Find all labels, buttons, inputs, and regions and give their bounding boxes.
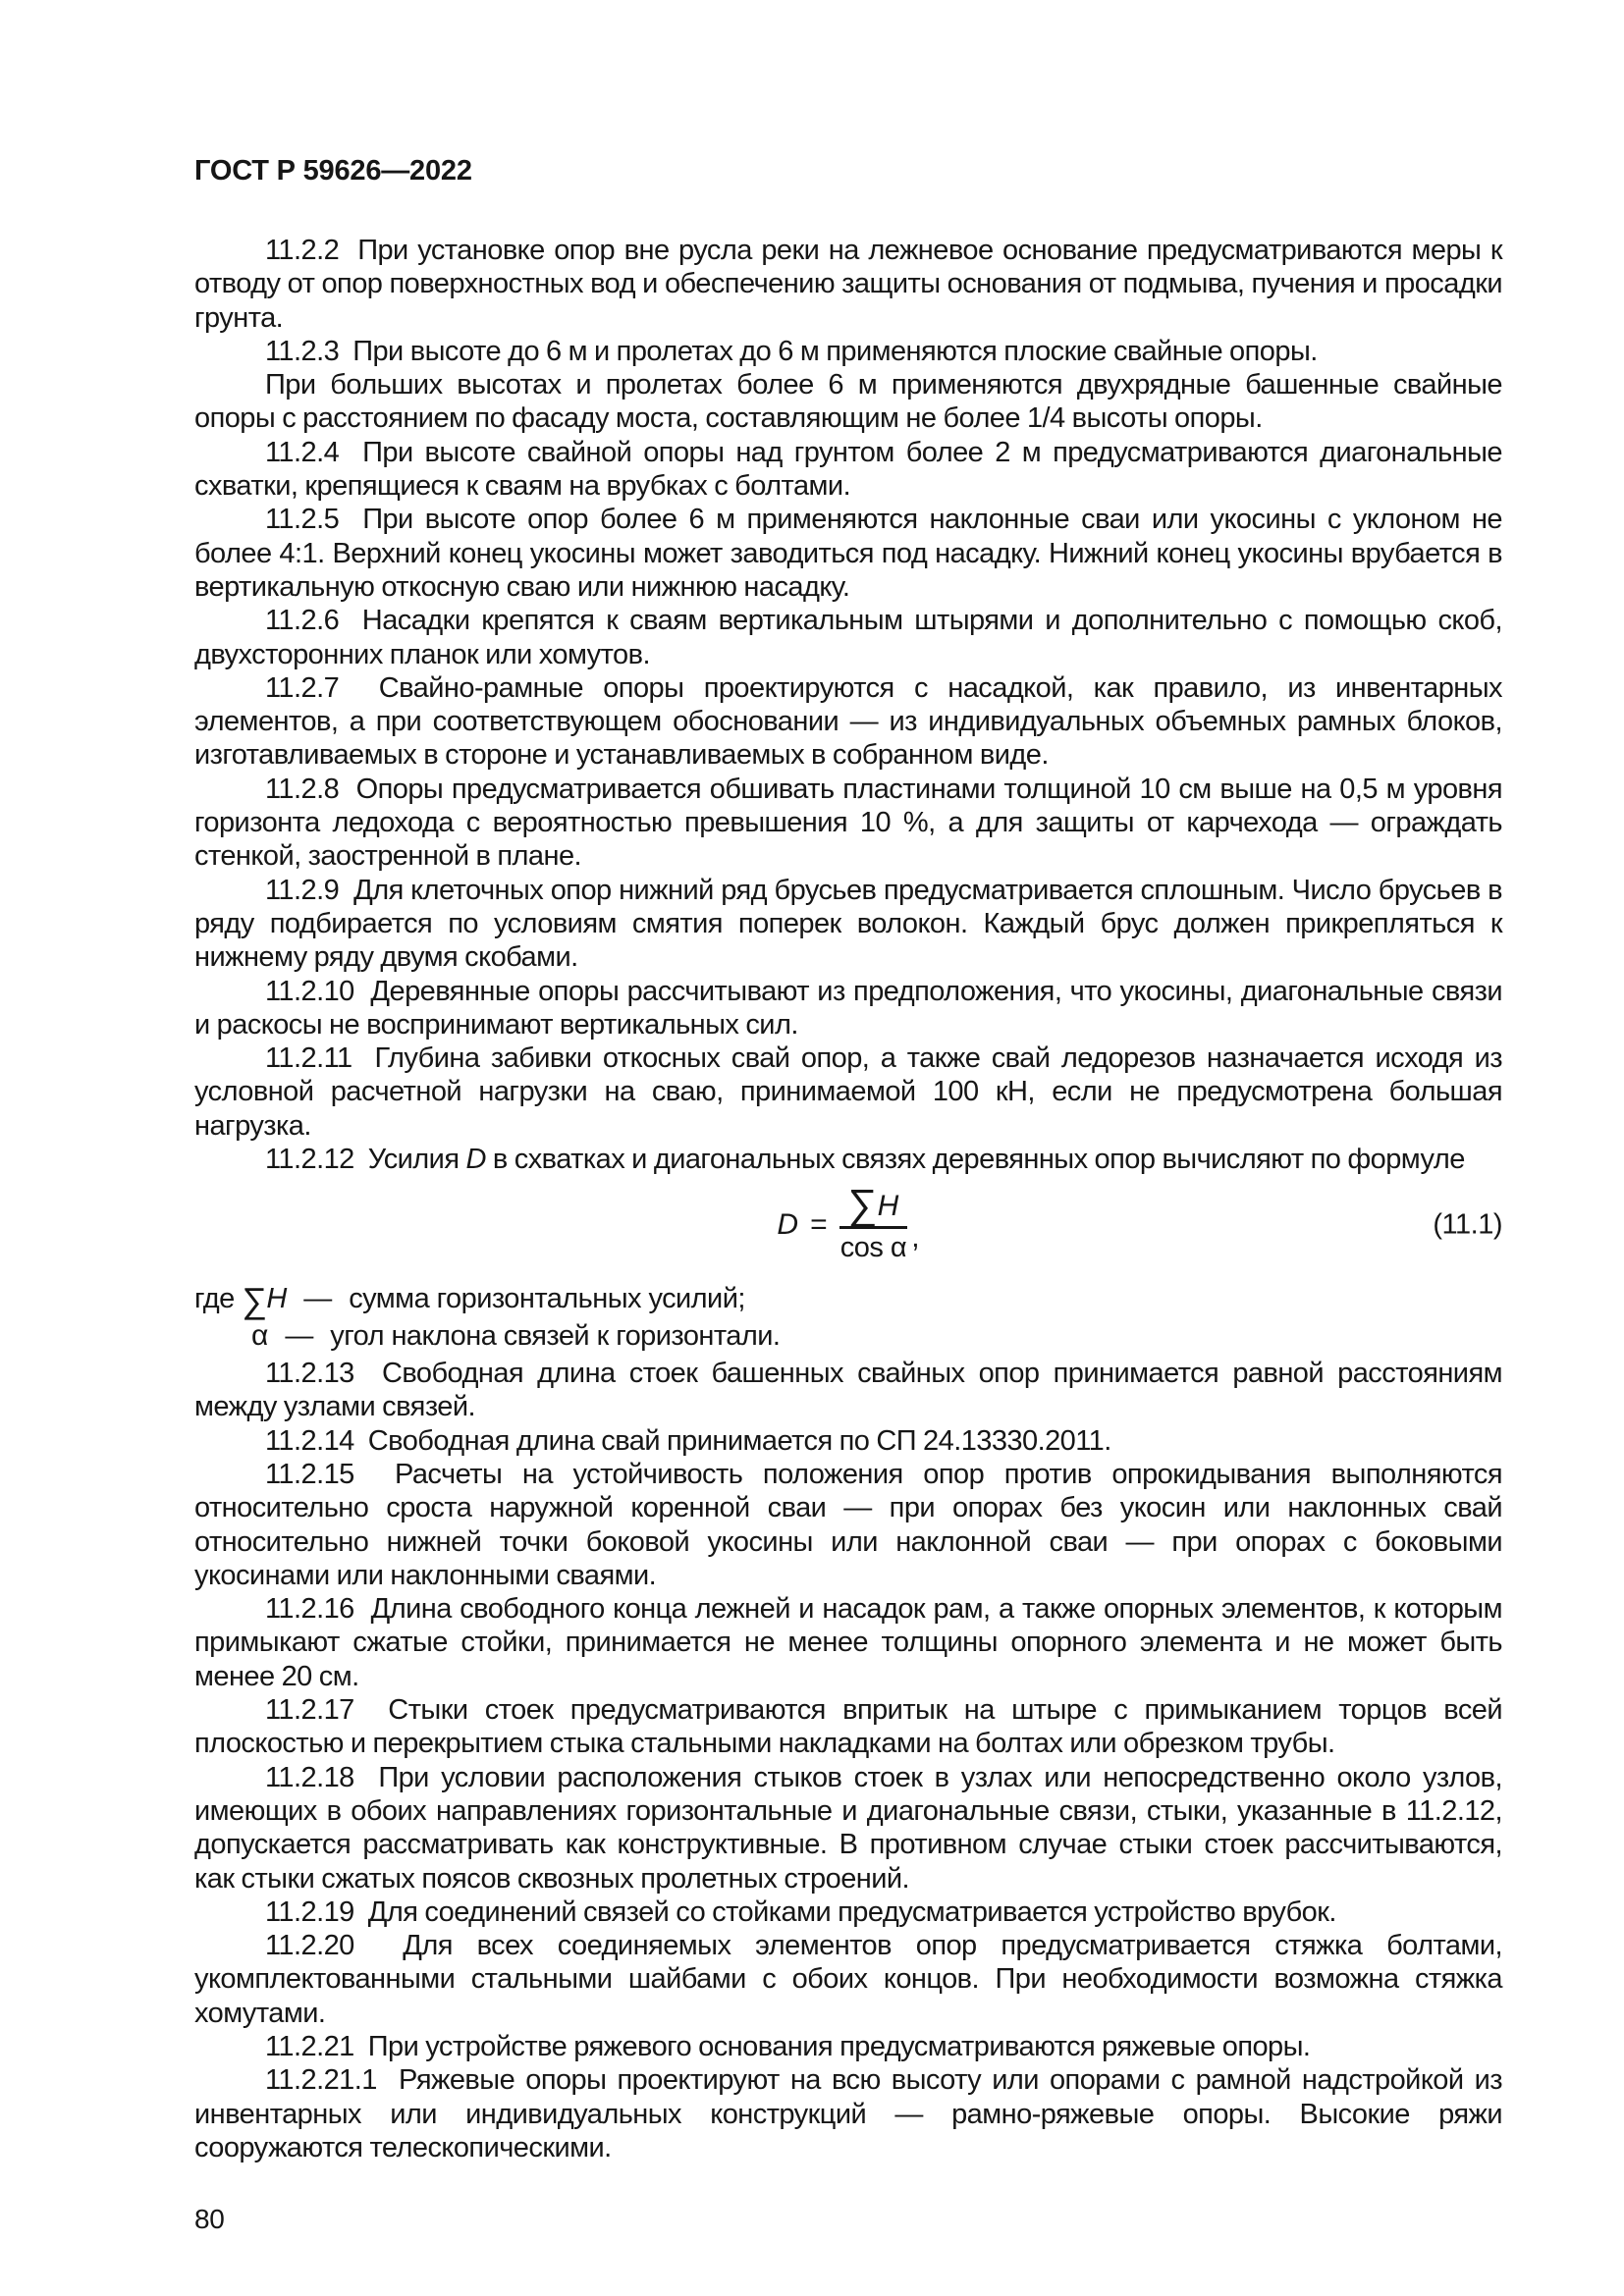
paragraph-11.2.11: 11.2.11 Глубина забивки откосных свай опор, а также свай ледорезов назначается исходя из условной расчетной нагрузки на сваю, принимаемой 100 кН, если не предусмотрена большая нагрузка.: [194, 1042, 1502, 1142]
where-definition-alpha: угол наклона связей к горизонтали.: [330, 1320, 781, 1353]
paragraph-11.2.18: 11.2.18 При условии расположения стыков стоек в узлах или непосредственно около узлов, имеющих в обоих направлениях горизонтальные и диагональные связи, стыки, указанные в 11.2.12, допускается рассматривать как конструктивные. В противном случае стыки стоек рассчитываются, как стыки сжатых поясов сквозных пролетных строений.: [194, 1761, 1502, 1895]
paragraph-11.2.6: 11.2.6 Насадки крепятся к сваям вертикальным штырями и дополнительно с помощью скоб, двухсторонних планок или хомутов.: [194, 605, 1502, 670]
body-text-bottom: [194, 1357, 1502, 2164]
where-line-alpha: [194, 1318, 1502, 1354]
paragraph-11.2.13: 11.2.13 Свободная длина стоек башенных свайных опор принимается равной расстояниям между узлами связей.: [194, 1358, 1502, 1423]
formula-numerator-var: H: [877, 1190, 899, 1223]
body-text-top: [194, 234, 1502, 1176]
document-header: ГОСТ Р 59626—2022: [194, 155, 472, 187]
paragraph-11.2.3-cont: При больших высотах и пролетах более 6 м применяются двухрядные башенные свайные опоры с расстоянием по фасаду моста, составляющим не более 1/4 высоты опоры.: [194, 369, 1502, 435]
paragraph-11.2.17: 11.2.17 Стыки стоек предусматриваются впритык на штыре с примыканием торцов всей плоскостью и перекрытием стыка стальными накладками на болтах или обрезком трубы.: [194, 1694, 1502, 1760]
paragraph-11.2.2: 11.2.2 При установке опор вне русла реки на лежневое основание предусматриваются меры к отводу от опор поверхностных вод и обеспечению защиты основания от подмыва, пучения и просадки грунта.: [194, 235, 1502, 334]
formula-comma: ,: [911, 1221, 920, 1255]
dash: —: [285, 1320, 313, 1353]
paragraph-11.2.9: 11.2.9 Для клеточных опор нижний ряд брусьев предусматривается сплошным. Число брусьев в ряду подбирается по условиям смятия поперек волокон. Каждый брус должен прикрепляться к нижнему ряду двумя скобами.: [194, 874, 1502, 974]
formula-denominator: cos α: [839, 1232, 907, 1264]
page-number: 80: [194, 2204, 225, 2235]
formula-fraction: [839, 1181, 908, 1264]
formula-11-1: [777, 1181, 920, 1264]
where-prefix: где: [194, 1283, 235, 1315]
where-term-h: H: [266, 1283, 287, 1315]
paragraph-11.2.19: 11.2.19 Для соединений связей со стойками предусматривается устройство врубок.: [265, 1896, 1336, 1928]
paragraph-11.2.20: 11.2.20 Для всех соединяемых элементов опор предусматривается стяжка болтами, укомплектованными стальными шайбами с обоих концов. При необходимости возможна стяжка хомутами.: [194, 1930, 1502, 2029]
formula-lhs: D: [777, 1208, 799, 1242]
formula-numerator: [839, 1181, 908, 1229]
equation-number: (11.1): [1433, 1208, 1502, 1241]
paragraph-11.2.3: 11.2.3 При высоте до 6 м и пролетах до 6 м применяются плоские свайные опоры.: [265, 335, 1318, 367]
paragraph-11.2.8: 11.2.8 Опоры предусматривается обшивать пластинами толщиной 10 см выше на 0,5 м уровня горизонта ледохода с вероятностью превышения 10 %, а для защиты от карчехода — ограждать стенкой, заостренной в плане.: [194, 773, 1502, 873]
where-line-sum-h: [194, 1280, 1502, 1321]
sum-symbol: ∑: [847, 1181, 878, 1228]
where-definition-sum-h: сумма горизонтальных усилий;: [349, 1283, 745, 1315]
formula-block: [194, 1181, 1502, 1264]
dash: —: [303, 1283, 332, 1315]
paragraph-11.2.21: 11.2.21 При устройстве ряжевого основания предусматриваются ряжевые опоры.: [265, 2031, 1311, 2063]
paragraph-11.2.5: 11.2.5 При высоте опор более 6 м применяются наклонные сваи или укосины с уклоном не более 4:1. Верхний конец укосины может заводиться под насадку. Нижний конец укосины врубается в вертикальную откосную сваю или нижнюю насадку.: [194, 504, 1502, 603]
paragraph-11.2.10: 11.2.10 Деревянные опоры рассчитывают из предположения, что укосины, диагональные связи и раскосы не воспринимают вертикальных сил.: [194, 975, 1502, 1041]
alpha-symbol: α: [251, 1319, 268, 1353]
paragraph-11.2.21.1: 11.2.21.1 Ряжевые опоры проектируют на всю высоту или опорами с рамной надстройкой из инвентарных или индивидуальных конструкций — рамно-ряжевые опоры. Высокие ряжи сооружаются телескопическими.: [194, 2064, 1502, 2163]
paragraph-11.2.7: 11.2.7 Свайно-рамные опоры проектируются с насадкой, как правило, из инвентарных элементов, а при соответствующем обосновании — из индивидуальных объемных рамных блоков, изготавливаемых в стороне и устанавливаемых в собранном виде.: [194, 671, 1502, 772]
paragraph-11.2.16: 11.2.16 Длина свободного конца лежней и насадок рам, а также опорных элементов, к которым примыкают сжатые стойки, принимается не менее толщины опорного элемента и не может быть менее 20 см.: [194, 1593, 1502, 1692]
paragraph-11.2.14: 11.2.14 Свободная длина свай принимается по СП 24.13330.2011.: [265, 1424, 1111, 1457]
paragraph-11.2.4: 11.2.4 При высоте свайной опоры над грунтом более 2 м предусматриваются диагональные схватки, крепящиеся к сваям на врубках с болтами.: [194, 436, 1502, 503]
sum-symbol: ∑: [242, 1280, 267, 1321]
paragraph-11.2.15: 11.2.15 Расчеты на устойчивость положения опор против опрокидывания выполняются относительно сроста наружной коренной сваи — при опорах без укосин или наклонных свай относительно нижней точки боковой укосины или наклонной сваи — при опорах с боковыми укосинами или наклонными сваями.: [194, 1459, 1502, 1591]
paragraph-11.2.12: 11.2.12 Усилия D в схватках и диагональных связях деревянных опор вычисляют по формуле: [265, 1144, 1465, 1176]
formula-where-block: [194, 1280, 1502, 1354]
formula-equals: =: [810, 1208, 828, 1242]
